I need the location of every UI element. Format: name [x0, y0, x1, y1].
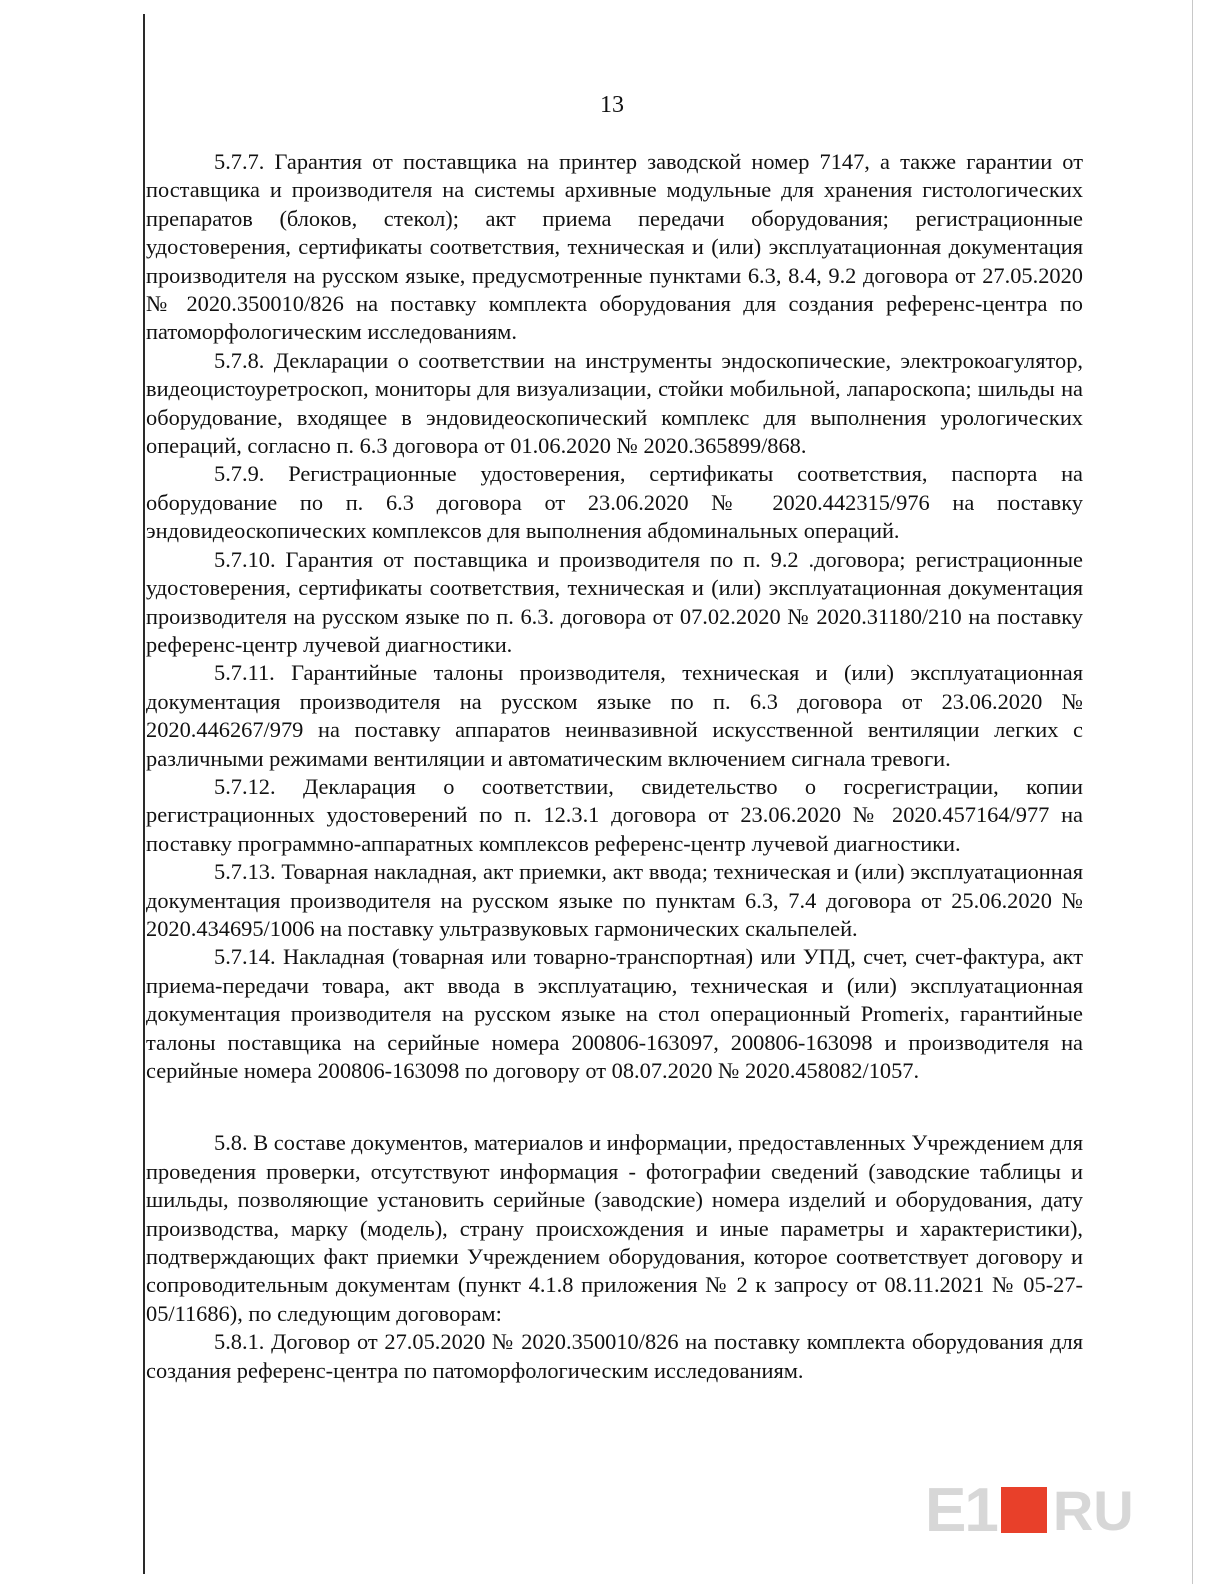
paragraph-5-7-11: 5.7.11. Гарантийные талоны производителя, техническая и (или) эксплуатационная документация производителя на русском языке по п. 6.3 договора от 23.06.2020 № 2020.446267/979 на поставку аппаратов неинвазивной искусственной вентиляции легких с различными режимами вентиляции и автоматическим включением сигнала тревоги. — [146, 660, 1083, 771]
page-number: 13 — [600, 92, 624, 118]
scan-border-right — [1192, 0, 1193, 1584]
paragraph-5-7-8: 5.7.8. Декларации о соответствии на инструменты эндоскопические, электрокоагулятор, видеоцистоуретроскоп, мониторы для визуализации, стойки мобильной, лапароскопа; шильды на оборудование, входящее в эндовидеоскопический комплекс для выполнения урологических операций, согласно п. 6.3 договора от 01.06.2020 № 2020.365899/868. — [146, 347, 1083, 459]
paragraph-5-7-12: 5.7.12. Декларация о соответствии, свидетельство о госрегистрации, копии регистрационных удостоверений по п. 12.3.1 договора от 23.06.2020 № 2020.457164/977 на поставку программно-аппаратных комплексов референс-центр лучевой диагностики. — [146, 773, 1083, 856]
watermark-accent-square — [1001, 1487, 1047, 1533]
watermark-text-left: E1 — [925, 1475, 997, 1545]
paragraph-5-8-1: 5.8.1. Договор от 27.05.2020 № 2020.350010/826 на поставку комплекта оборудования для создания референс-центра по патоморфологическим исследованиям. — [146, 1329, 1083, 1383]
scan-border-left — [143, 14, 145, 1574]
paragraph-5-7-9: 5.7.9. Регистрационные удостоверения, сертификаты соответствия, паспорта на оборудование по п. 6.3 договора от 23.06.2020 № 2020.442315/976 на поставку эндовидеоскопических комплексов для выполнения абдоминальных операций. — [146, 461, 1083, 544]
watermark-text-right: RU — [1052, 1478, 1134, 1542]
paragraph-5-8: 5.8. В составе документов, материалов и информации, предоставленных Учреждением для проведения проверки, отсутствуют информация - фотографии сведений (заводские таблицы и шильды, позволяющие установить серийные (заводские) номера изделий и оборудования, дату производства, марку (модель), страну происхождения и иные параметры и характеристики), подтверждающих факт приемки Учреждением оборудования, которое соответствует договору и сопроводительным документам (пункт 4.1.8 приложения № 2 к запросу от 08.11.2021 № 05-27-05/11686), по следующим договорам: — [146, 1130, 1083, 1326]
paragraph-5-7-13: 5.7.13. Товарная накладная, акт приемки, акт ввода; техническая и (или) эксплуатационная документация производителя на русском языке по пунктам 6.3, 7.4 договора от 25.06.2020 № 2020.434695/1006 на поставку ультразвуковых гармонических скальпелей. — [146, 859, 1083, 941]
paragraph-5-7-14: 5.7.14. Накладная (товарная или товарно-транспортная) или УПД, счет, счет-фактура, акт приема-передачи товара, акт ввода в эксплуатацию, техническая и (или) эксплуатационная документация производителя на русском языке на стол операционный Promerix, гарантийные талоны поставщика на серийные номера 200806-163097, 200806-163098 и производителя на серийные номера 200806-163098 по договору от 08.07.2020 № 2020.458082/1057. — [146, 944, 1083, 1083]
e1-watermark-logo — [925, 1477, 1195, 1543]
paragraph-5-7-10: 5.7.10. Гарантия от поставщика и производителя по п. 9.2 .договора; регистрационные удостоверения, сертификаты соответствия, техническая и (или) эксплуатационная документация производителя на русском языке по п. 6.3. договора от 07.02.2020 № 2020.31180/210 на поставку референс-центр лучевой диагностики. — [146, 546, 1083, 657]
document-body — [146, 148, 1083, 1385]
paragraph-5-7-7: 5.7.7. Гарантия от поставщика на принтер заводской номер 7147, а также гарантии от поставщика и производителя на системы архивные модульные для хранения гистологических препаратов (блоков, стекол); акт приема передачи оборудования; регистрационные удостоверения, сертификаты соответствия, техническая и (или) эксплуатационная документация производителя на русском языке, предусмотренные пунктами 6.3, 8.4, 9.2 договора от 27.05.2020 № 2020.350010/826 на поставку комплекта оборудования для создания референс-центра по патоморфологическим исследованиям. — [146, 149, 1083, 345]
